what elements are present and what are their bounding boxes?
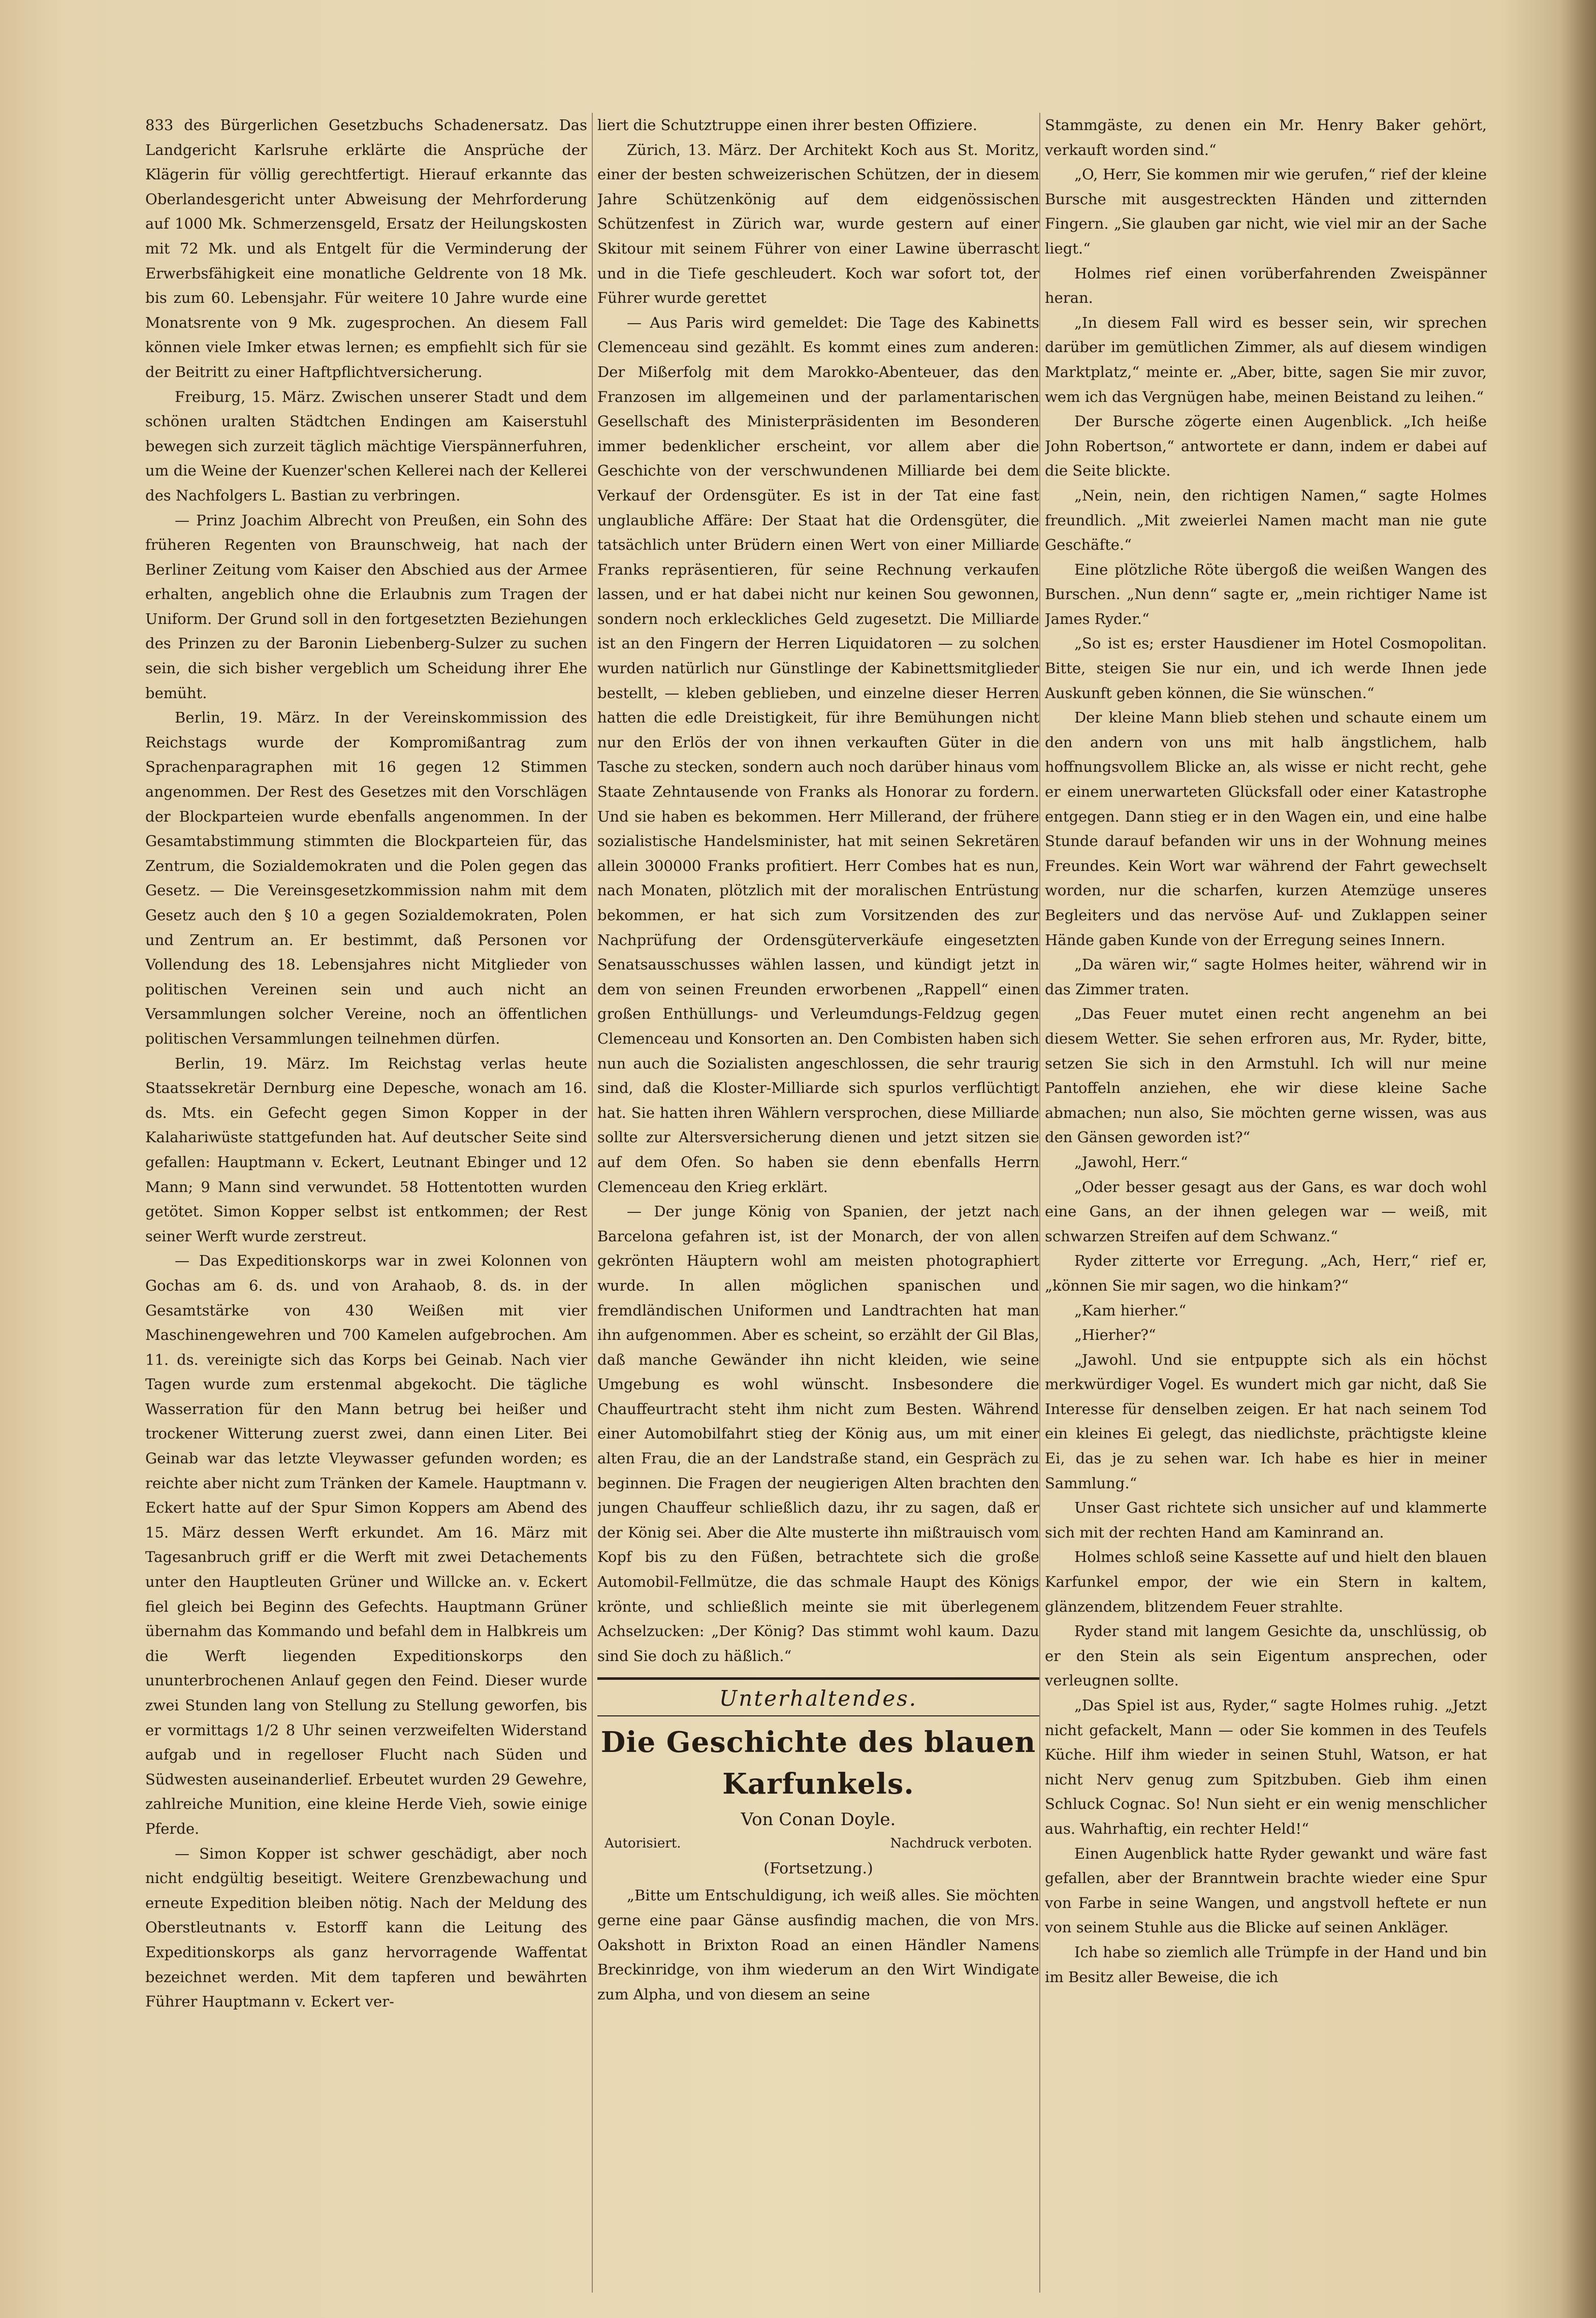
story-paragraph: Der kleine Mann blieb stehen und schaute einem um den andern von uns mit halb ängstlichem, halb hoffnungsvollem Blicke an, als wisse er nicht recht, gehe er einem unerwarteten Glücksfall oder einer Katastrophe entgegen. Dann stieg er in den Wagen ein, und eine halbe Stunde darauf befanden wir uns in der Wohnung meines Freundes. Kein Wort war während der Fahrt gewechselt worden, nur die scharfen, kurzen Atemzüge unseres Begleiters und das nervöse Auf- und Zuklappen seiner Hände gaben Kunde von der Erregung seines Innern. (1045, 709, 1487, 949)
story-paragraph: „Nein, nein, den richtigen Namen,“ sagte Holmes freundlich. „Mit zweierlei Namen macht man nie gute Geschäfte.“ (1045, 486, 1487, 554)
story-paragraph: „Hierher?“ (1074, 1326, 1156, 1344)
article-paragraph: — Simon Kopper ist schwer geschädigt, aber noch nicht endgültig beseitigt. Weitere Grenzbewachung und erneute Expedition bleiben nötig. Nach der Meldung des Oberstleutnants v. Estorff kann die Leitung des Expeditionskorps als ganz hervorragende Waffentat bezeichnet werden. Mit dem tapferen und bewährten Führer Hauptmann v. Eckert ver- (145, 1844, 587, 2011)
story-paragraph: „Jawohl, Herr.“ (1074, 1153, 1188, 1171)
rights-line (597, 1832, 1039, 1855)
continuation-note: (Fortsetzung.) (763, 1860, 873, 1878)
column-1 (145, 113, 587, 2293)
story-paragraph: „Jawohl. Und sie entpuppte sich als ein höchst merkwürdiger Vogel. Es wundert mich gar nicht, daß Sie Interesse für denselben zeigen. Er hat nach seinem Tod ein kleines Ei gelegt, das niedlichste, prächtigste kleine Ei, das je zu sehen war. Ich habe es hier in meiner Sammlung.“ (1045, 1351, 1487, 1492)
article-paragraph: Berlin, 19. März. Im Reichstag verlas heute Staatssekretär Dernburg eine Depesche, wonach am 16. ds. Mts. ein Gefecht gegen Simon Kopper in der Kalahariwüste stattgefunden hat. Auf deutscher Seite sind gefallen: Hauptmann v. Eckert, Leutnant Ebinger und 12 Mann; 9 Mann sind verwundet. 58 Hottentotten wurden getötet. Simon Kopper selbst ist entkommen; der Rest seiner Werft wurde zerstreut. (145, 1054, 587, 1245)
column-3 (1045, 113, 1487, 2293)
article-paragraph: Berlin, 19. März. In der Vereinskommission des Reichstags wurde der Kompromißantrag zum Sprachenparagraphen mit 16 gegen 12 Stimmen angenommen. Der Rest des Gesetzes mit den Vorschlägen der Blockparteien wurde ebenfalls angenommen. In der Gesamtabstimmung stimmten die Blockparteien für, das Zentrum, die Sozialdemokraten und die Polen gegen das Gesetz. — Die Vereinsgesetzkommission nahm mit dem Gesetz auch den § 10 a gegen Sozialdemokraten, Polen und Zentrum an. Er bestimmt, daß Personen vor Vollendung des 18. Lebensjahres nicht Mitglieder von politischen Vereinen sein und auch nicht an Versammlungen solcher Vereine, noch an öffentlichen politischen Versammlungen teilnehmen dürfen. (145, 709, 587, 1047)
column-2 (597, 113, 1039, 2293)
article-paragraph: Zürich, 13. März. Der Architekt Koch aus St. Moritz, einer der besten schweizerischen Schützen, der in diesem Jahre Schützenkönig auf dem eidgenössischen Schützenfest in Zürich war, wurde gestern auf einer Skitour mit seinem Führer von einer Lawine überrascht und in die Tiefe geschleudert. Koch war sofort tot, der Führer wurde gerettet (597, 141, 1039, 307)
story-paragraph: „Das Spiel ist aus, Ryder,“ sagte Holmes ruhig. „Jetzt nicht gefackelt, Mann — oder Sie kommen in des Teufels Küche. Hilf ihm wieder in seinen Stuhl, Watson, er hat nicht Nerv genug zum Spitzbuben. Gieb ihm einen Schluck Cognac. So! Nun sieht er ein wenig menschlicher aus. Wahrhaftig, ein rechter Held!“ (1045, 1697, 1487, 1837)
story-paragraph: „Kam hierher.“ (1074, 1301, 1187, 1319)
section-heading: Unterhaltendes. (719, 1686, 918, 1711)
article-paragraph: liert die Schutztruppe einen ihrer besten Offiziere. (597, 116, 977, 134)
article-paragraph: — Aus Paris wird gemeldet: Die Tage des Kabinetts Clemenceau sind gezählt. Es kommt eines zum anderen: Der Mißerfolg mit dem Marokko-Abenteuer, das den Franzosen im allgemeinen und der parlamentarischen Gesellschaft des Ministerpräsidenten im Besonderen immer bedenklicher erscheint, vor allem aber die Geschichte von der verschwundenen Milliarde bei dem Verkauf der Ordensgüter. Es ist in der Tat eine fast unglaubliche Affäre: Der Staat hat die Ordensgüter, die tatsächlich unter Brüdern einen Wert von einer Milliarde Franks repräsentieren, für seine Rechnung verkaufen lassen, und er hat dabei nicht nur keinen Sou gewonnen, sondern noch erkleckliches Geld zugesetzt. Die Milliarde ist an den Fingern der Herren Liquidatoren — zu solchen wurden natürlich nur Günstlinge der Kabinettsmitglieder bestellt, — kleben geblieben, und einzelne dieser Herren hatten die edle Dreistigkeit, für ihre Bemühungen nicht nur den Erlös der von ihnen verkauften Güter in die Tasche zu stecken, sondern auch noch darüber hinaus vom Staate Zehntausende von Franks als Honorar zu fordern. Und sie haben es bekommen. Herr Millerand, der frühere sozialistische Handelsminister, hat mit seinen Sekretären allein 300000 Franks profitiert. Herr Combes hat es nun, nach Monaten, plötzlich mit der moralischen Entrüstung bekommen, er hat sich zum Vorsitzenden des zur Nachprüfung der Ordensgüterverkäufe eingesetzten Senatsausschusses wählen lassen, und kündigt jetzt in dem von seinen Freunden erworbenen „Rappell“ einen großen Enthüllungs- und Verleumdungs-Feldzug gegen Clemenceau und Konsorten an. Den Combisten haben sich nun auch die Sozialisten angeschlossen, die sehr traurig sind, daß die Kloster-Milliarde sich spurlos verflüchtigt hat. Sie hatten ihren Wählern versprochen, diese Milliarde sollte zur Altersversicherung dienen und jetzt sitzen sie auf dem Ofen. So haben sie denn ebenfalls Herrn Clemenceau den Krieg erklärt. (597, 314, 1039, 1196)
column-rule (1039, 113, 1040, 2293)
story-paragraph: Ich habe so ziemlich alle Trümpfe in der Hand und bin im Besitz aller Beweise, die ich (1045, 1943, 1487, 1986)
page-gutter-shadow (1560, 0, 1596, 2318)
authorized-note: Autorisiert. (604, 1836, 681, 1852)
story-paragraph: Einen Augenblick hatte Ryder gewankt und wäre fast gefallen, aber der Branntwein brachte wieder eine Spur von Farbe in seine Wangen, und angstvoll heftete er nun von seinem Stuhle aus die Blicke auf seinen Ankläger. (1045, 1844, 1487, 1936)
story-paragraph: „O, Herr, Sie kommen mir wie gerufen,“ rief der kleine Bursche mit ausgestreckten Händen und zitternden Fingern. „Sie glauben gar nicht, wie viel mir an der Sache liegt.“ (1045, 166, 1487, 257)
column-rule (592, 113, 593, 2293)
article-paragraph: — Der junge König von Spanien, der jetzt nach Barcelona gefahren ist, ist der Monarch, der von allen gekrönten Häuptern wohl am meisten photographiert wurde. In allen möglichen spanischen und fremdländischen Uniformen und Landtrachten hat man ihn aufgenommen. Aber es scheint, so erzählt der Gil Blas, daß manche Gewänder ihn nicht kleiden, wie seine Umgebung es wohl wünscht. Insbesondere die Chauffeurtracht steht ihm nicht zum Besten. Während einer Automobilfahrt stieg der König aus, um mit einer alten Frau, die an der Landstraße stand, ein Gespräch zu beginnen. Die Fragen der neugierigen Alten brachten den jungen Chauffeur schließlich dazu, ihr zu sagen, daß er der König sei. Aber die Alte musterte ihn mißtrauisch vom Kopf bis zu den Füßen, betrachtete sich die große Automobil-Fellmütze, die das schmale Haupt des Königs krönte, und schließlich meinte sie mit überlegenem Achselzucken: „Der König? Das stimmt wohl kaum. Dazu sind Sie doch zu häßlich.“ (597, 1203, 1039, 1665)
story-paragraph: Ryder zitterte vor Erregung. „Ach, Herr,“ rief er, „können Sie mir sagen, wo die hinkam?“ (1045, 1252, 1487, 1294)
article-paragraph: Freiburg, 15. März. Zwischen unserer Stadt und dem schönen uralten Städtchen Endingen am Kaiserstuhl bewegen sich zurzeit täglich mächtige Vierspännerfuhren, um die Weine der Kuenzer'schen Kellerei nach der Kellerei des Nachfolgers L. Bastian zu verbringen. (145, 388, 587, 504)
story-paragraph: „Bitte um Entschuldigung, ich weiß alles. Sie möchten gerne eine paar Gänse ausfindig machen, die von Mrs. Oakshott in Brixton Road an einen Händler Namens Breckinridge, von ihm wiederum an den Wirt Windigate zum Alpha, und von diesem an seine (597, 1887, 1039, 2003)
reprint-note: Nachdruck verboten. (890, 1836, 1032, 1852)
story-paragraph: „Das Feuer mutet einen recht angenehm an bei diesem Wetter. Sie sehen erfroren aus, Mr. Ryder, bitte, setzen Sie sich in den Armstuhl. Ich will nur meine Pantoffeln anziehen, ehe wir diese kleine Sache abmachen; nun also, Sie möchten gerne wissen, was aus den Gänsen geworden ist?“ (1045, 1005, 1487, 1146)
story-paragraph: Holmes rief einen vorüberfahrenden Zweispänner heran. (1045, 264, 1487, 307)
article-paragraph: 833 des Bürgerlichen Gesetzbuchs Schadenersatz. Das Landgericht Karlsruhe erklärte die Ansprüche der Klägerin für völlig gerechtfertigt. Hierauf erkannte das Oberlandesgericht unter Abweisung der Mehrforderung auf 1000 Mk. Schmerzensgeld, Ersatz der Heilungskosten mit 72 Mk. und als Entgelt für die Verminderung der Erwerbsfähigkeit eine monatliche Geldrente von 18 Mk. bis zum 60. Lebensjahr. Für weitere 10 Jahre wurde eine Monatsrente von 9 Mk. zugesprochen. An diesem Fall können viele Imker etwas lernen; es empfiehlt sich für sie der Beitritt zu einer Haftpflichtversicherung. (145, 116, 587, 381)
story-paragraph: „In diesem Fall wird es besser sein, wir sprechen darüber im gemütlichen Zimmer, als auf diesem windigen Marktplatz,“ meinte er. „Aber, bitte, sagen Sie mir zuvor, wem ich das Vergnügen habe, meinen Beistand zu leihen.“ (1045, 314, 1487, 405)
story-paragraph: Stammgäste, zu denen ein Mr. Henry Baker gehört, verkauft worden sind.“ (1045, 116, 1487, 159)
article-paragraph: — Das Expeditionskorps war in zwei Kolonnen von Gochas am 6. ds. und von Arahaob, 8. ds. in der Gesamtstärke von 430 Weißen mit vier Maschinengewehren und 700 Kamelen aufgebrochen. Am 11. ds. vereinigte sich das Korps bei Geinab. Nach vier Tagen wurde zum erstenmal abgekocht. Die tägliche Wasserration für den Mann betrug bei heißer und trockener Witterung zuerst zwei, dann einen Liter. Bei Geinab war das letzte Vleywasser gefunden worden; es reichte aber nicht zum Tränken der Kamele. Hauptmann v. Eckert hatte auf der Spur Simon Koppers am Abend des 15. März dessen Werft erkundet. Am 16. März mit Tagesanbruch griff er die Werft mit zwei Detachements unter den Hauptleuten Grüner und Willcke an. v. Eckert fiel gleich bei Beginn des Gefechts. Hauptmann Grüner übernahm das Kommando und befahl dem in Halbkreis um die Werft liegenden Expeditionskorps den ununterbrochenen Anlauf gegen den Feind. Dieser wurde zwei Stunden lang von Stellung zu Stellung geworfen, bis er vormittags 1/2 8 Uhr seinen verzweifelten Widerstand aufgab und in regelloser Flucht nach Süden und Südwesten auseinanderlief. Erbeutet wurden 29 Gewehre, zahlreiche Munition, eine kleine Herde Vieh, sowie einige Pferde. (145, 1252, 587, 1837)
story-title: Die Geschichte des blauen Karfunkels. (600, 1726, 1036, 1801)
story-paragraph: Eine plötzliche Röte übergoß die weißen Wangen des Burschen. „Nun denn“ sagte er, „mein richtiger Name ist James Ryder.“ (1045, 560, 1487, 628)
story-paragraph: „Da wären wir,“ sagte Holmes heiter, während wir in das Zimmer traten. (1045, 956, 1487, 998)
story-paragraph: „Oder besser gesagt aus der Gans, es war doch wohl eine Gans, an der ihnen gelegen war — weiß, mit schwarzen Streifen auf dem Schwanz.“ (1045, 1178, 1487, 1245)
article-paragraph: — Prinz Joachim Albrecht von Preußen, ein Sohn des früheren Regenten von Braunschweig, hat nach der Berliner Zeitung vom Kaiser den Abschied aus der Armee erhalten, angeblich ohne die Erlaubnis zum Tragen der Uniform. Der Grund soll in den fortgesetzten Beziehungen des Prinzen zu der Baronin Liebenberg-Sulzer zu suchen sein, die sich bisher vergeblich um Scheidung ihrer Ehe bemüht. (145, 511, 587, 702)
feuilleton-header-box (597, 1677, 1039, 1716)
story-byline: Von Conan Doyle. (741, 1809, 896, 1830)
story-paragraph: Der Bursche zögerte einen Augenblick. „Ich heiße John Robertson,“ antwortete er dann, indem er dabei auf die Seite blickte. (1045, 413, 1487, 480)
story-paragraph: Holmes schloß seine Kassette auf und hielt den blauen Karfunkel empor, der wie ein Stern in kaltem, glänzendem, blitzendem Feuer strahlte. (1045, 1548, 1487, 1615)
story-paragraph: Unser Gast richtete sich unsicher auf und klammerte sich mit der rechten Hand am Kaminrand an. (1045, 1499, 1487, 1541)
story-paragraph: Ryder stand mit langem Gesichte da, unschlüssig, ob er den Stein als sein Eigentum ansprechen, oder verleugnen sollte. (1045, 1622, 1487, 1689)
story-paragraph: „So ist es; erster Hausdiener im Hotel Cosmopolitan. Bitte, steigen Sie nur ein, und ich werde Ihnen jede Auskunft geben können, die Sie wünschen.“ (1045, 635, 1487, 702)
